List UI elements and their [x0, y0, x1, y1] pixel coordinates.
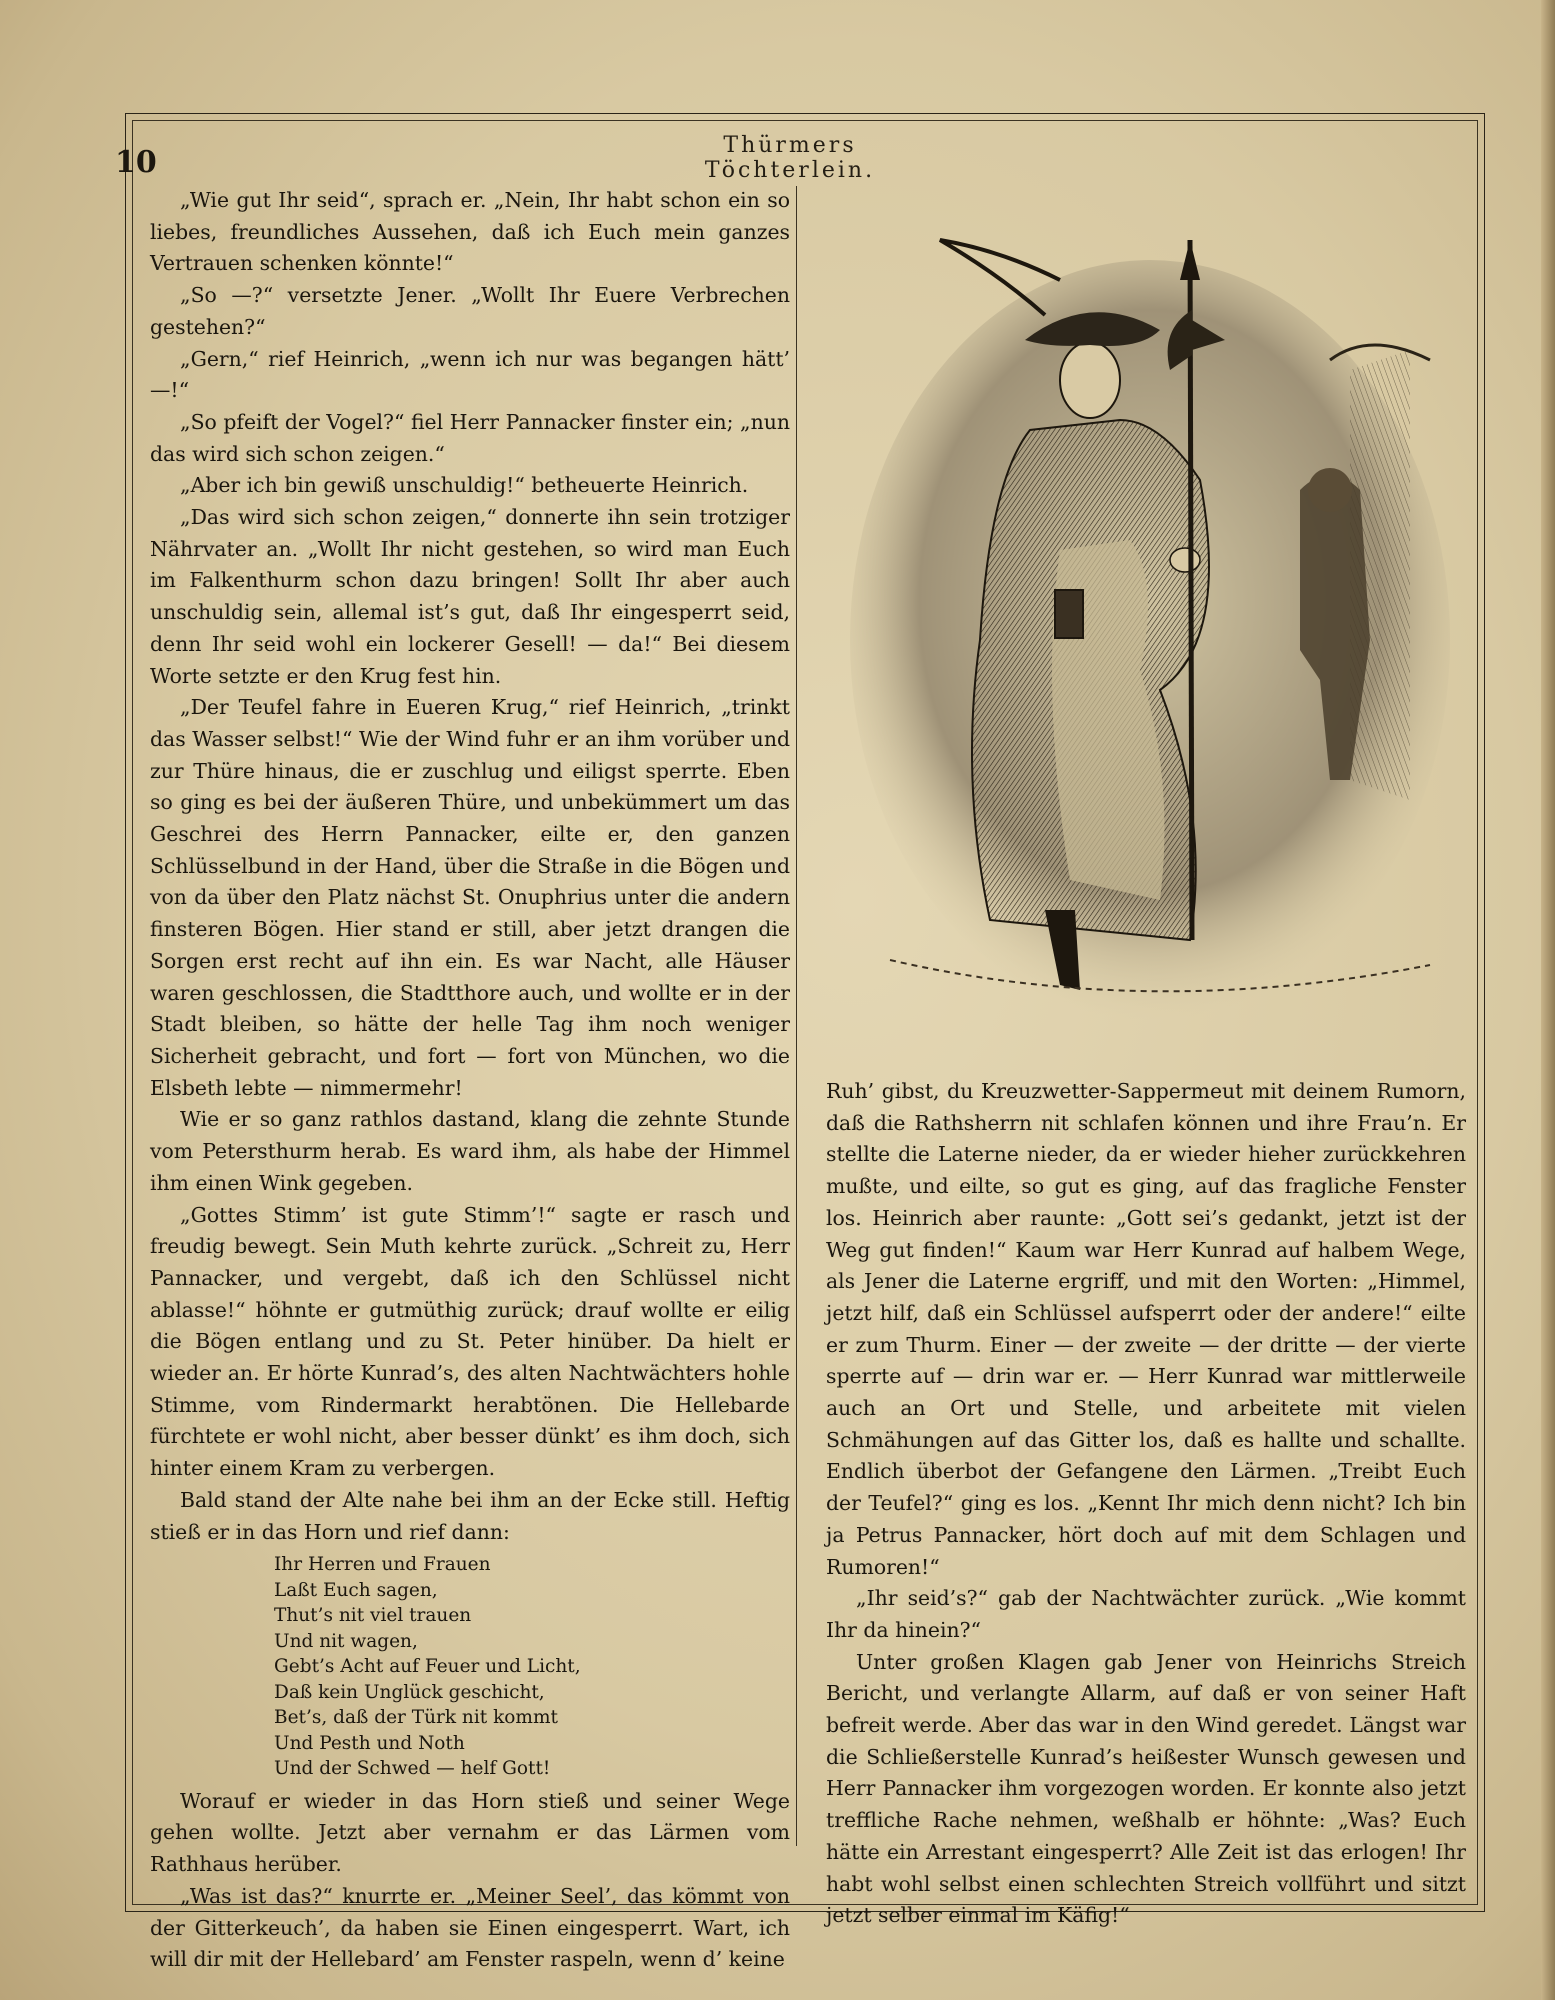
verse-line: Und nit wagen,	[274, 1630, 418, 1652]
paragraph: Worauf er wieder in das Horn stieß und seiner Wege gehen wollte. Jetzt aber vernahm er das Lärmen vom Rathhaus herüber.	[150, 1788, 790, 1877]
paragraph: „Der Teufel fahre in Eueren Krug,“ rief Heinrich, „trinkt das Wasser selbst!“ Wie der Wind fuhr er an ihm vorüber und zur Thüre hinaus, die er zuschlug und eiligst sperrte. Eben so ging es bei der äußeren Thüre, und unbekümmert um das Geschrei des Herrn Pannacker, eilte er, den ganzen Schlüsselbund in der Hand, über die Straße in die Bögen und von da über den Platz nächst St. Onuphrius unter die andern finsteren Bögen. Hier stand er still, aber jetzt drangen die Sorgen erst recht auf ihn ein. Es war Nacht, alle Häuser waren geschlossen, die Stadtthore auch, und wollte er in der Stadt bleiben, so hätte der helle Tag ihm noch weniger Sicherheit gebracht, und fort — fort von München, wo die Elsbeth lebte — nimmermehr!	[150, 695, 790, 1100]
verse-line: Und der Schwed — helf Gott!	[274, 1758, 551, 1780]
paragraph: „Gern,“ rief Heinrich, „wenn ich nur was begangen hätt’ —!“	[150, 346, 790, 403]
verse-line: Laßt Euch sagen,	[274, 1579, 438, 1601]
running-title: Thürmers Töchterlein.	[704, 133, 876, 183]
paragraph: „Wie gut Ihr seid“, sprach er. „Nein, Ihr habt schon ein so liebes, freundliches Aussehen, daß ich Euch mein ganzes Vertrauen schenken könnte!“	[150, 188, 790, 276]
watchman-head	[1060, 342, 1120, 418]
paragraph: „Was ist das?“ knurrte er. „Meiner Seel’, das kömmt von der Gitterkeuch’, da haben sie Einen eingesperrt. Wart, ich will dir mit der Hellebard’ am Fenster raspeln, wenn d’ keine	[150, 1883, 790, 1972]
verse-line: Daß kein Unglück geschicht,	[274, 1681, 545, 1703]
left-column	[150, 185, 790, 1976]
watchman-hand	[1170, 548, 1200, 572]
engraving-svg	[830, 220, 1470, 1040]
paragraph: Ruh’ gibst, du Kreuzwetter-Sappermeut mit deinem Rumorn, daß die Rathsherrn nit schlafen können und ihre Frau’n. Er stellte die Laterne nieder, da er wieder hieher zurückkehren mußte, und eilte, so gut es ging, auf das fragliche Fenster los. Heinrich aber raunte: „Gott sei’s gedankt, jetzt ist der Weg gut finden!“ Kaum war Herr Kunrad auf halbem Wege, als Jener die Laterne ergriff, und mit den Worten: „Himmel, jetzt hilf, daß ein Schlüssel aufsperrt oder der andere!“ eilte er zum Thurm. Einer — der zweite — der dritte — der vierte sperrte auf — drin war er. — Herr Kunrad war mittlerweile auch an Ort und Stelle, und arbeitete mit vielen Schmähungen auf das Gitter los, daß es hallte und schallte. Endlich überbot der Gefangene den Lärmen. „Treibt Euch der Teufel?“ ging es los. „Kennt Ihr mich denn nicht? Ich bin ja Petrus Pannacker, hört doch auf mit dem Schlagen und Rumoren!“	[826, 1079, 1466, 1579]
column-divider	[796, 186, 797, 1846]
paragraph: „Aber ich bin gewiß unschuldig!“ betheuerte Heinrich.	[180, 473, 749, 498]
hiding-figure-head	[1308, 468, 1352, 512]
night-watchman-illustration	[830, 220, 1470, 1040]
verse-line: Ihr Herren und Frauen	[274, 1554, 491, 1576]
verse-line: Gebt’s Acht auf Feuer und Licht,	[274, 1656, 581, 1678]
halberd-spike	[1180, 240, 1200, 280]
paragraph: „Gottes Stimm’ ist gute Stimm’!“ sagte er rasch und freudig bewegt. Sein Muth kehrte zurück. „Schreit zu, Herr Pannacker, und vergebt, daß ich den Schlüssel nicht ablasse!“ höhnte er gutmüthig zurück; drauf wollte er eilig die Bögen entlang und zu St. Peter hinüber. Da hielt er wieder an. Er hörte Kunrad’s, des alten Nachtwächters hohle Stimme, vom Rindermarkt herabtönen. Die Hellebarde fürchtete er wohl nicht, aber besser dünkt’ es ihm doch, sich hinter einem Kram zu verbergen.	[150, 1202, 790, 1481]
paragraph: „Das wird sich schon zeigen,“ donnerte ihn sein trotziger Nährvater an. „Wollt Ihr nicht gestehen, so wird man Euch im Falkenthurm schon dazu bringen! Sollt Ihr aber auch unschuldig sein, allemal ist’s gut, daß Ihr eingesperrt seid, denn Ihr seid wohl ein lockerer Gesell! — da!“ Bei diesem Worte setzte er den Krug fest hin.	[150, 505, 790, 688]
lantern-icon	[1055, 590, 1083, 638]
verse-line: Thut’s nit viel trauen	[274, 1605, 472, 1627]
paragraph: Unter großen Klagen gab Jener von Heinrichs Streich Bericht, und verlangte Allarm, auf daß er von seiner Haft befreit werde. Aber das war in den Wind geredet. Längst war die Schließerstelle Kunrad’s heißester Wunsch gewesen und Herr Pannacker ihm vorgezogen worden. Er konnte also jetzt treffliche Rache nehmen, weßhalb er höhnte: „Was? Euch hätte ein Arrestant eingesperrt? Alle Zeit ist das erlogen! Ihr habt wohl selbst einen schlechten Streich vollführt und sitzt jetzt selber einmal im Käfig!“	[826, 1649, 1466, 1928]
paragraph: „So —?“ versetzte Jener. „Wollt Ihr Euere Verbrechen gestehen?“	[150, 283, 790, 339]
right-column	[826, 1076, 1466, 1932]
verse-line: Und Pesth und Noth	[274, 1732, 465, 1754]
verse-line: Bet’s, daß der Türk nit kommt	[274, 1707, 558, 1729]
paragraph: „Ihr seid’s?“ gab der Nachtwächter zurück. „Wie kommt Ihr da hinein?“	[826, 1586, 1466, 1642]
paragraph: Bald stand der Alte nahe bei ihm an der Ecke still. Heftig stieß er in das Horn und rief dann:	[150, 1487, 790, 1544]
page-edge-shadow	[1541, 0, 1555, 2000]
page-number: 10	[115, 145, 157, 180]
paragraph: Wie er so ganz rathlos dastand, klang die zehnte Stunde vom Petersthurm herab. Es ward ihm, als habe der Himmel ihm einen Wink gegeben.	[150, 1107, 790, 1195]
paragraph: „So pfeift der Vogel?“ fiel Herr Pannacker finster ein; „nun das wird sich schon zeigen.“	[150, 409, 790, 466]
watchman-verse	[274, 1552, 790, 1782]
